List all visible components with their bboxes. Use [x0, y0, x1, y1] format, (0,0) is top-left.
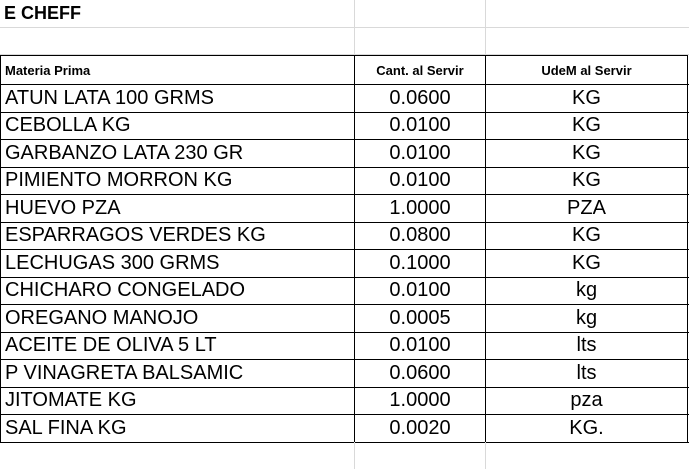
ingredient-cell[interactable]: LECHUGAS 300 GRMS [1, 250, 355, 277]
table-row [1, 250, 689, 278]
unit-cell[interactable]: lts [486, 333, 688, 360]
ingredient-cell[interactable]: SAL FINA KG [1, 415, 355, 442]
table-header-row [1, 56, 689, 85]
unit-cell[interactable]: KG [486, 140, 688, 167]
table-row [1, 223, 689, 251]
ingredient-cell[interactable]: GARBANZO LATA 230 GR [1, 140, 355, 167]
unit-cell[interactable]: kg [486, 305, 688, 332]
ingredient-cell[interactable]: JITOMATE KG [1, 388, 355, 415]
table-row [1, 195, 689, 223]
ingredient-cell[interactable]: PIMIENTO MORRON KG [1, 168, 355, 195]
table-row [1, 113, 689, 141]
ingredient-cell[interactable]: ESPARRAGOS VERDES KG [1, 223, 355, 250]
quantity-cell[interactable]: 0.1000 [355, 250, 486, 277]
empty-cell[interactable] [0, 442, 355, 469]
unit-cell[interactable]: PZA [486, 195, 688, 222]
table-row [1, 360, 689, 388]
ingredient-cell[interactable]: ATUN LATA 100 GRMS [1, 85, 355, 112]
ingredient-cell[interactable]: ACEITE DE OLIVA 5 LT [1, 333, 355, 360]
header-unit[interactable]: UdeM al Servir [486, 56, 688, 84]
sheet-title[interactable]: E CHEFF [0, 0, 355, 27]
blank-row [0, 442, 689, 469]
ingredient-cell[interactable]: HUEVO PZA [1, 195, 355, 222]
unit-cell[interactable]: pza [486, 388, 688, 415]
empty-cell[interactable] [355, 0, 486, 27]
quantity-cell[interactable]: 1.0000 [355, 195, 486, 222]
table-row [1, 168, 689, 196]
unit-cell[interactable]: KG [486, 113, 688, 140]
quantity-cell[interactable]: 0.0600 [355, 85, 486, 112]
unit-cell[interactable]: KG. [486, 415, 688, 442]
quantity-cell[interactable]: 0.0020 [355, 415, 486, 442]
quantity-cell[interactable]: 0.0100 [355, 140, 486, 167]
unit-cell[interactable]: KG [486, 85, 688, 112]
table-row [1, 140, 689, 168]
empty-cell[interactable] [0, 28, 355, 54]
quantity-cell[interactable]: 0.0100 [355, 168, 486, 195]
ingredients-table [0, 55, 688, 443]
header-quantity[interactable]: Cant. al Servir [355, 56, 486, 84]
blank-row [0, 28, 689, 55]
empty-cell[interactable] [486, 0, 689, 27]
quantity-cell[interactable]: 0.0100 [355, 113, 486, 140]
ingredient-cell[interactable]: OREGANO MANOJO [1, 305, 355, 332]
table-row [1, 388, 689, 416]
unit-cell[interactable]: KG [486, 223, 688, 250]
title-row [0, 0, 689, 28]
ingredient-cell[interactable]: P VINAGRETA BALSAMIC [1, 360, 355, 387]
quantity-cell[interactable]: 0.0600 [355, 360, 486, 387]
empty-cell[interactable] [355, 28, 486, 54]
ingredient-cell[interactable]: CHICHARO CONGELADO [1, 278, 355, 305]
table-row [1, 333, 689, 361]
unit-cell[interactable]: lts [486, 360, 688, 387]
table-row [1, 278, 689, 306]
unit-cell[interactable]: KG [486, 250, 688, 277]
empty-cell[interactable] [355, 442, 486, 469]
unit-cell[interactable]: kg [486, 278, 688, 305]
table-row [1, 85, 689, 113]
quantity-cell[interactable]: 0.0100 [355, 333, 486, 360]
table-row [1, 305, 689, 333]
ingredient-cell[interactable]: CEBOLLA KG [1, 113, 355, 140]
quantity-cell[interactable]: 0.0100 [355, 278, 486, 305]
quantity-cell[interactable]: 0.0005 [355, 305, 486, 332]
header-ingredient[interactable]: Materia Prima [1, 56, 355, 84]
empty-cell[interactable] [486, 442, 689, 469]
table-row [1, 415, 689, 443]
quantity-cell[interactable]: 1.0000 [355, 388, 486, 415]
empty-cell[interactable] [486, 28, 689, 54]
quantity-cell[interactable]: 0.0800 [355, 223, 486, 250]
unit-cell[interactable]: KG [486, 168, 688, 195]
